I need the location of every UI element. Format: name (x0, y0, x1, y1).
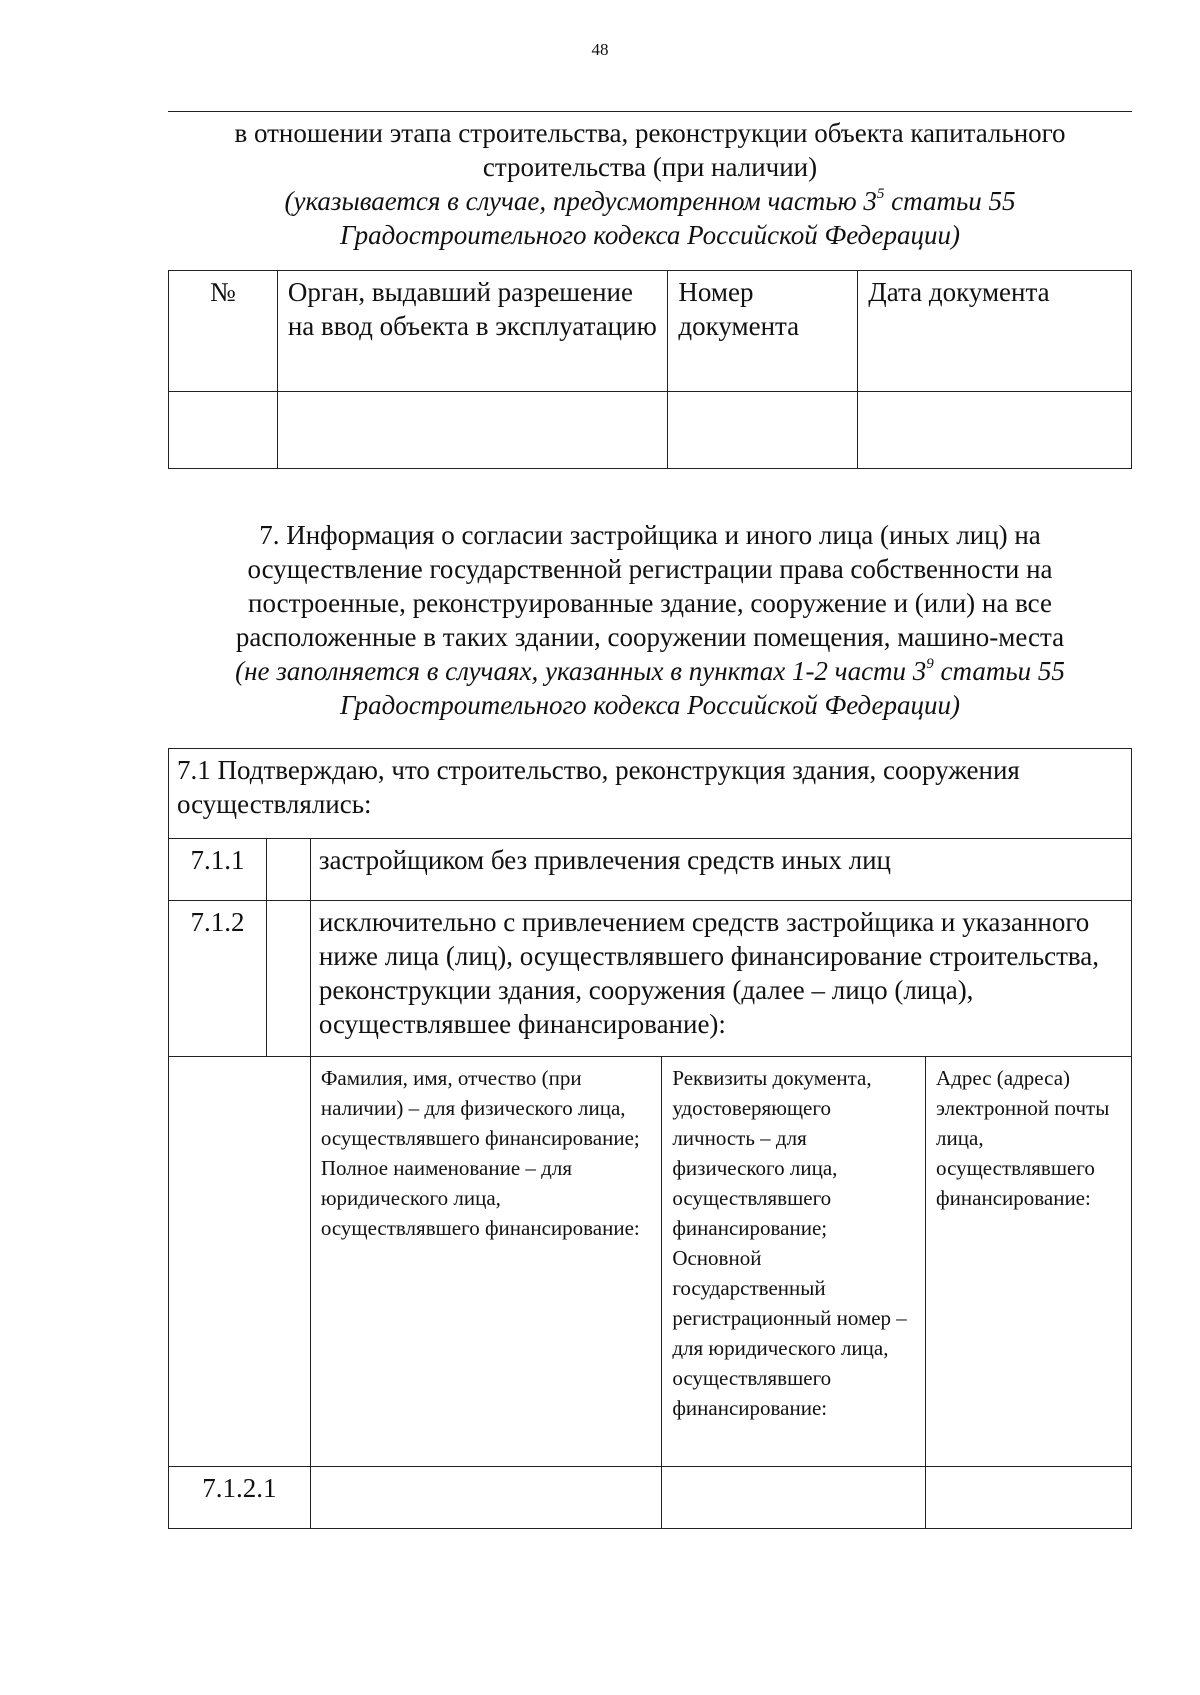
header-cell-doc-date: Дата документа (858, 271, 1132, 392)
item-number: 7.1.2 (169, 901, 267, 1057)
table-header-row (169, 271, 1132, 392)
row-7-1 (169, 749, 1132, 839)
note-text: (не заполняется в случаях, указанных в пунктах 1-2 части 3 (235, 656, 927, 686)
header-cell-number: № (169, 271, 278, 392)
heading-note: Градостроительного кодекса Российской Федерации) (340, 690, 960, 720)
heading-note (168, 654, 1132, 688)
heading-note: Градостроительного кодекса Российской Федерации) (340, 220, 960, 250)
note-superscript: 9 (926, 656, 934, 672)
table-cell[interactable] (310, 1467, 661, 1529)
row-7-1-1 (169, 839, 1132, 901)
heading-line: осуществление государственной регистрации права собственности на (247, 554, 1053, 584)
table-cell[interactable] (169, 392, 278, 469)
checkbox-7-1-2[interactable] (266, 901, 310, 1057)
heading-note (168, 184, 1132, 218)
heading-line: 7. Информация о согласии застройщика и иного лица (иных лиц) на (259, 520, 1041, 550)
table-cell[interactable] (858, 392, 1132, 469)
item-number: 7.1.2.1 (169, 1467, 311, 1529)
header-cell-email: Адрес (адреса) электронной почты лица, осуществлявшего финансирование: (926, 1057, 1132, 1467)
item-number: 7.1.1 (169, 839, 267, 901)
note-text: (указывается в случае, предусмотренном частью 3 (284, 186, 877, 216)
heading-line: в отношении этапа строительства, реконструкции объекта капитального (234, 118, 1066, 148)
consent-table (168, 748, 1132, 1529)
option-text: исключительно с привлечением средств застройщика и указанного ниже лица (лиц), осуществлявшего финансирование строительства, реконструкции здания, сооружения (далее – лицо (лица), осуществлявшее финансирование): (310, 901, 1131, 1057)
checkbox-7-1-1[interactable] (266, 839, 310, 901)
row-7-1-2-1 (169, 1467, 1132, 1529)
table-cell[interactable] (668, 392, 858, 469)
header-rule (168, 111, 1132, 112)
heading-line: расположенные в таких здании, сооружении помещения, машино-места (235, 622, 1065, 652)
section-7-heading (168, 518, 1132, 722)
option-text: застройщиком без привлечения средств иных лиц (310, 839, 1131, 901)
permit-table (168, 270, 1132, 469)
header-cell-doc-number: Номер документа (668, 271, 858, 392)
note-text: статьи 55 (884, 186, 1016, 216)
empty-cell (169, 1057, 311, 1467)
row-7-1-2 (169, 901, 1132, 1057)
note-superscript: 5 (876, 186, 885, 202)
table-cell[interactable] (662, 1467, 926, 1529)
section-6-tail-heading (168, 116, 1132, 252)
heading-line: строительства (при наличии) (482, 152, 818, 182)
header-cell-identity: Реквизиты документа, удостоверяющего личность – для физического лица, осуществлявшего финансирование; Основной государственный регистрационный номер – для юридического лица, осуществлявшего финансирование: (662, 1057, 926, 1467)
note-text: статьи 55 (933, 656, 1065, 686)
confirm-statement: 7.1 Подтверждаю, что строительство, реконструкция здания, сооружения осуществлялись: (169, 749, 1132, 839)
financier-header-row (169, 1057, 1132, 1467)
table-cell[interactable] (277, 392, 668, 469)
header-cell-name: Фамилия, имя, отчество (при наличии) – для физического лица, осуществлявшего финансирование; Полное наименование – для юридического лица, осуществлявшего финансирование: (310, 1057, 661, 1467)
page-number: 48 (591, 40, 609, 59)
header-cell-authority: Орган, выдавший разрешение на ввод объекта в эксплуатацию (277, 271, 668, 392)
heading-line: построенные, реконструированные здание, сооружение и (или) на все (248, 588, 1052, 618)
table-row (169, 392, 1132, 469)
table-cell[interactable] (926, 1467, 1132, 1529)
